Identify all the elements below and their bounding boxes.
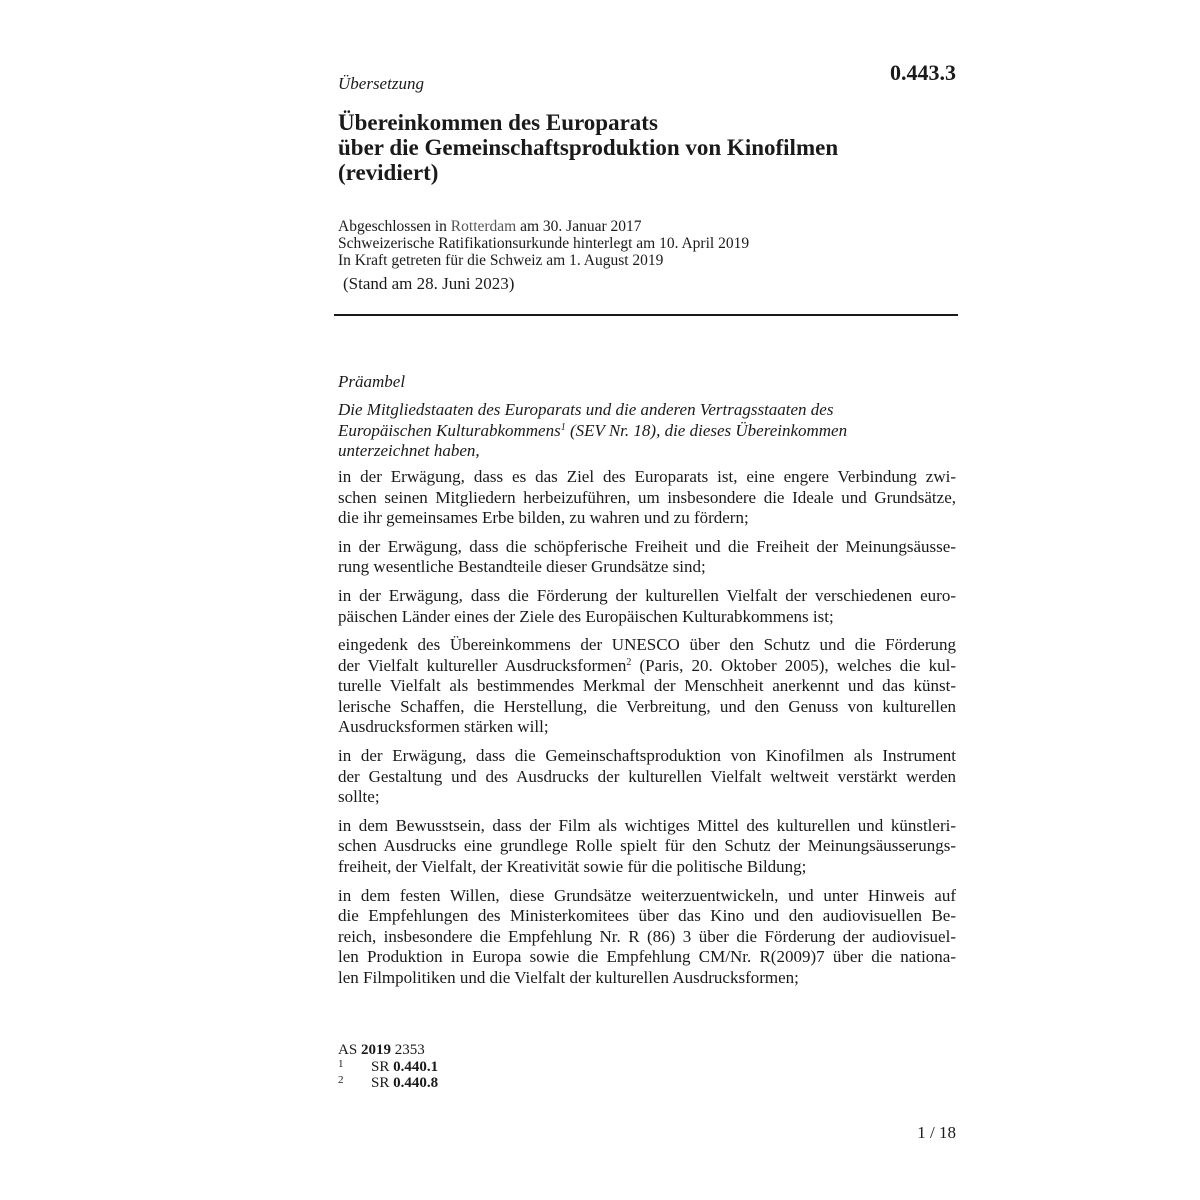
preamble-paragraph [338, 467, 956, 529]
title-line: über die Gemeinschaftsproduktion von Kinofilmen [338, 135, 839, 160]
paragraph-line: der Gestaltung und des Ausdrucks der kulturellen Vielfalt weltweit verstärkt werden [338, 766, 956, 786]
intro-text: (SEV Nr. 18), die dieses Übereinkommen [565, 420, 848, 440]
paragraph-line: eingedenk des Übereinkommens der UNESCO über den Schutz und die Förderung [338, 635, 956, 655]
preamble-paragraph [338, 586, 956, 627]
paragraph-line: die Empfehlungen des Ministerkomitees über das Kino und den audiovisuellen Be- [338, 906, 956, 926]
footnote-2 [338, 1075, 738, 1092]
paragraph-line: rung wesentliche Bestandteile dieser Grundsätze sind; [338, 557, 706, 577]
status-date: (Stand am 28. Juni 2023) [343, 274, 515, 293]
title-line: (revidiert) [338, 160, 439, 185]
page-number: 1 / 18 [917, 1123, 956, 1142]
footnote-text[interactable] [371, 1075, 438, 1092]
footnote-sr-link[interactable]: 0.440.1 [393, 1058, 439, 1075]
in-force-line: In Kraft getreten für die Schweiz am 1. August 2019 [338, 252, 664, 269]
footnote-ref-1[interactable]: 1 [560, 421, 566, 433]
preamble-heading: Präambel [338, 372, 406, 391]
paragraph-line [338, 656, 956, 677]
footnote-prefix: SR [371, 1058, 394, 1075]
concluded-date: am 30. Januar 2017 [516, 218, 642, 235]
paragraph-line: in der Erwägung, dass die schöpferische Freiheit und die Freiheit der Meinungsäusse- [338, 536, 956, 556]
paragraph-line: len Produktion in Europa sowie die Empfehlung CM/Nr. R(2009)7 über die nationa- [338, 947, 956, 967]
footnote-1 [338, 1059, 738, 1076]
official-collection-reference [338, 1042, 738, 1059]
footnote-number: 2 [338, 1074, 344, 1086]
paragraph-text: der Vielfalt kultureller Ausdrucksformen [338, 655, 627, 675]
preamble-paragraphs [338, 467, 956, 997]
footnote-sr-link[interactable]: 0.440.8 [393, 1075, 439, 1091]
paragraph-line: die ihr gemeinsames Erbe bilden, zu wahren und zu fördern; [338, 508, 749, 527]
intro-line [338, 421, 958, 442]
paragraph-line: Ausdrucksformen stärken will; [338, 717, 549, 737]
translation-label: Übersetzung [338, 74, 424, 93]
header-divider [334, 314, 958, 316]
paragraph-line: päischen Länder eines der Ziele des Europäischen Kulturabkommens ist; [338, 606, 834, 626]
concluded-line [338, 218, 958, 235]
paragraph-line: in dem festen Willen, diese Grundsätze weiterzuentwickeln, und unter Hinweis auf [338, 885, 956, 905]
intro-line: unterzeichnet haben, [338, 441, 480, 460]
preamble-paragraph [338, 537, 956, 578]
intro-text: Europäischen Kulturabkommens [338, 420, 561, 440]
preamble-paragraph [338, 816, 956, 878]
footnotes [338, 1042, 738, 1092]
preamble-paragraph [338, 746, 956, 808]
footnote-text[interactable] [371, 1059, 438, 1076]
paragraph-line: len Filmpolitiken und die Vielfalt der kulturellen Ausdrucksformen; [338, 967, 799, 987]
preamble-paragraph [338, 635, 956, 738]
as-prefix: AS [338, 1042, 361, 1058]
footnote-number: 1 [338, 1057, 344, 1070]
paragraph-line: in dem Bewusstsein, dass der Film als wichtiges Mittel des kulturellen und künstleri- [338, 815, 956, 835]
paragraph-line: lerische Schaffen, die Herstellung, die Verbreitung, und den Genuss von kulturellen [338, 696, 956, 716]
document-title [338, 110, 958, 185]
paragraph-line: in der Erwägung, dass die Förderung der kulturellen Vielfalt der verschiedenen euro- [338, 586, 956, 606]
concluded-place: Rotterdam [450, 218, 517, 235]
paragraph-line: schen Ausdrucks eine grundlege Rolle spielt für den Schutz der Meinungsäusserungs- [338, 836, 956, 856]
treaty-metadata [338, 218, 958, 269]
preamble-paragraph [338, 886, 956, 989]
concluded-prefix: Abgeschlossen in [338, 218, 451, 235]
ratification-line: Schweizerische Ratifikationsurkunde hinterlegt am 10. April 2019 [338, 235, 750, 252]
title-line: Übereinkommen des Europarats [338, 110, 658, 135]
intro-line: Die Mitgliedstaaten des Europarats und die anderen Vertragsstaaten des [338, 400, 834, 419]
paragraph-line: turelle Vielfalt als bestimmendes Merkmal der Menschheit anerkennt und das künst- [338, 676, 956, 696]
paragraph-line: freiheit, der Vielfalt, der Kreativität sowie für die politische Bildung; [338, 856, 807, 876]
paragraph-line: sollte; [338, 787, 380, 807]
sr-number: 0.443.3 [890, 60, 956, 85]
paragraph-line: in der Erwägung, dass es das Ziel des Europarats ist, eine engere Verbindung zwi- [338, 467, 956, 486]
footnote-ref-2[interactable]: 2 [626, 656, 632, 668]
footnote-prefix: SR [371, 1075, 394, 1091]
paragraph-text: (Paris, 20. Oktober 2005), welches die kul- [631, 655, 956, 675]
preamble-intro [338, 400, 958, 462]
paragraph-line: reich, insbesondere die Empfehlung Nr. R (86) 3 über die Förderung der audiovisuel- [338, 926, 956, 946]
paragraph-line: schen seinen Mitgliedern herbeizuführen, um insbesondere die Ideale und Grundsätze, [338, 487, 956, 507]
paragraph-line: in der Erwägung, dass die Gemeinschaftsproduktion von Kinofilmen als Instrument [338, 746, 956, 766]
as-year: 2019 [360, 1042, 391, 1058]
as-page: 2353 [390, 1042, 425, 1058]
